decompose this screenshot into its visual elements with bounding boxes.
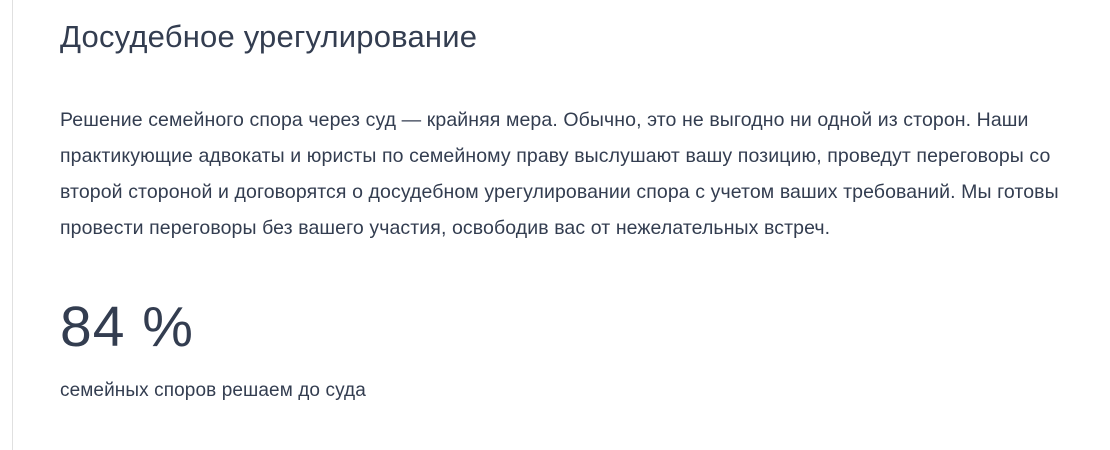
stat-block [60,295,1070,402]
section-paragraph: Решение семейного спора через суд — крайняя мера. Обычно, это не выгодно ни одной из сторон. Наши практикующие адвокаты и юристы по семейному праву выслушают вашу позицию, проведут переговоры со второй стороной и договорятся о досудебном урегулировании спора с учетом ваших требований. Мы готовы провести переговоры без вашего участия, освободив вас от нежелательных встреч. [60,109,1059,240]
section-title: Досудебное урегулирование [60,19,478,54]
stat-value: 84 % [60,295,194,360]
stat-caption: семейных споров решаем до суда [60,380,366,402]
